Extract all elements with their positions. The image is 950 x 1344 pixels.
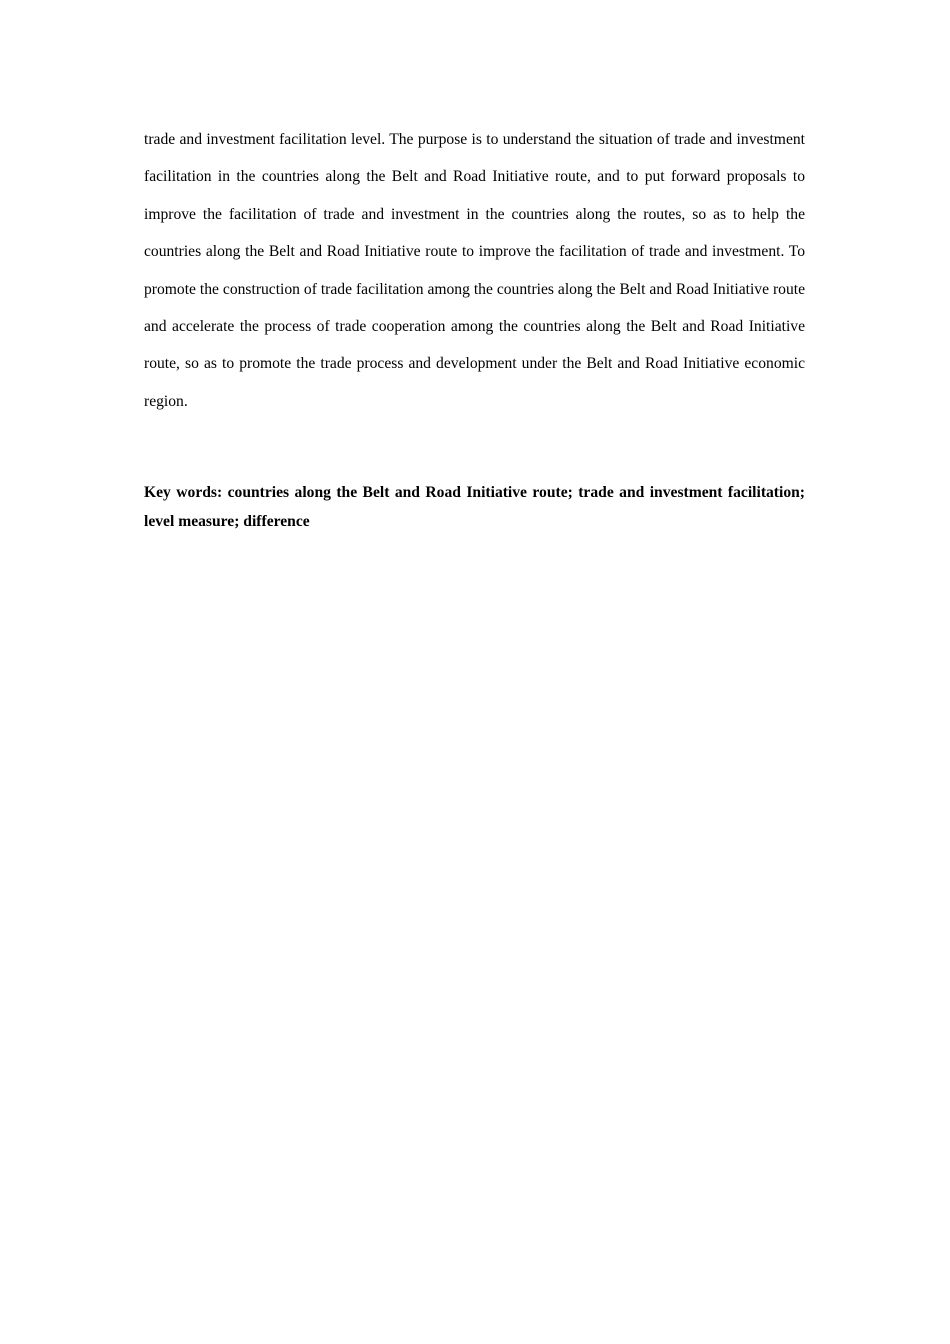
body-paragraph: trade and investment facilitation level. The purpose is to understand the situation of trade and investment facilitation in the countries along the Belt and Road Initiative route, and to put forward proposals to improve the facilitation of trade and investment in the countries along the routes, so as to help the countries along the Belt and Road Initiative route to improve the facilitation of trade and investment. To promote the construction of trade facilitation among the countries along the Belt and Road Initiative route and accelerate the process of trade cooperation among the countries along the Belt and Road Initiative route, so as to promote the trade process and development under the Belt and Road Initiative economic region.: [144, 131, 805, 410]
keywords-paragraph: Key words: countries along the Belt and Road Initiative route; trade and investment facilitation; level measure; difference: [144, 484, 805, 530]
